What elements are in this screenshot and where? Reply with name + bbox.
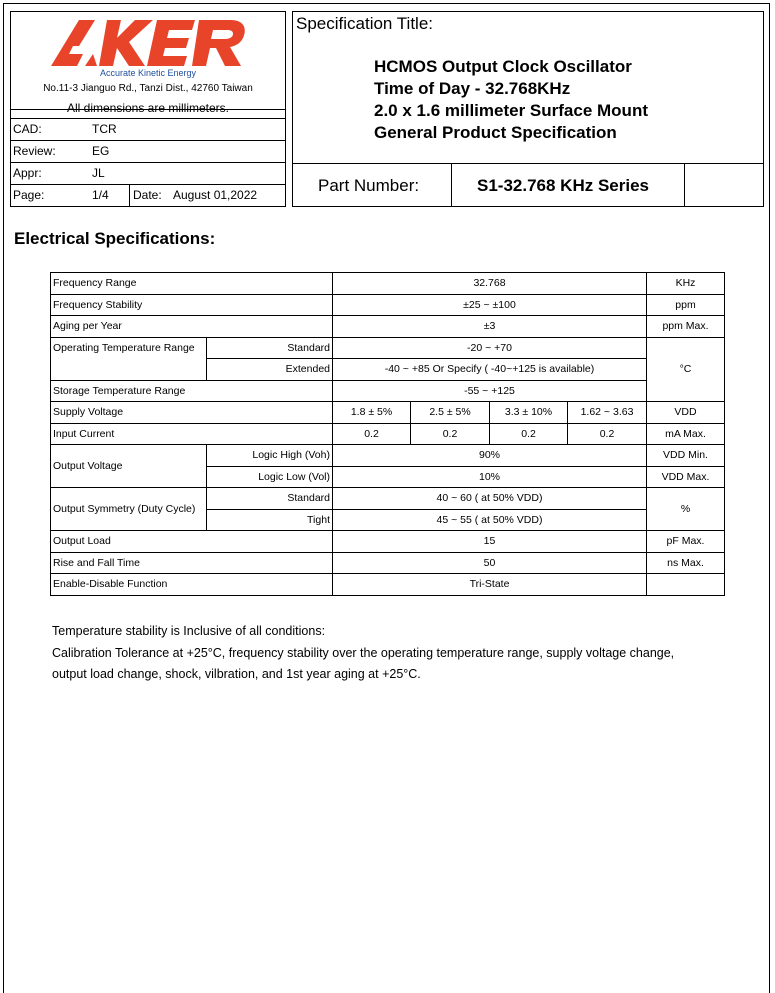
divider: [684, 164, 685, 207]
row-value: ±25 ~ ±100: [333, 294, 647, 316]
row-unit: pF Max.: [647, 531, 725, 553]
date-value: August 01,2022: [173, 188, 258, 202]
sub-label: Tight: [207, 509, 333, 531]
row-label: Operating Temperature Range: [51, 337, 207, 380]
row-unit: ppm: [647, 294, 725, 316]
row-value: Tri-State: [333, 574, 647, 596]
spec-title-line: Time of Day - 32.768KHz: [374, 79, 571, 98]
spec-title-label: Specification Title:: [296, 14, 434, 33]
row-value: -20 ~ +70: [333, 337, 647, 359]
logo-area: [11, 12, 285, 110]
row-label: Storage Temperature Range: [51, 380, 333, 402]
note-line: output load change, shock, vilbration, and 1st year aging at +25°C.: [52, 667, 421, 681]
brand-tagline: Accurate Kinetic Energy: [99, 68, 197, 78]
table-row: [51, 574, 725, 596]
row-value: 0.2: [490, 423, 568, 445]
page-label: Page:: [13, 188, 45, 202]
sub-label: Standard: [207, 337, 333, 359]
page-value: 1/4: [92, 188, 109, 202]
cad-label: CAD:: [13, 122, 42, 136]
review-label: Review:: [13, 144, 56, 158]
row-value: 0.2: [333, 423, 411, 445]
table-row: [51, 552, 725, 574]
row-value: 1.62 ~ 3.63: [568, 402, 647, 424]
spec-title-line: HCMOS Output Clock Oscillator: [374, 57, 632, 76]
cad-value: TCR: [92, 122, 117, 136]
row-label: Output Voltage: [51, 445, 207, 488]
row-label: Enable-Disable Function: [51, 574, 333, 596]
header-info-block: [10, 11, 286, 207]
table-row: [51, 488, 725, 510]
row-unit: VDD Max.: [647, 466, 725, 488]
row-value: 50: [333, 552, 647, 574]
table-row: [51, 337, 725, 359]
row-unit: ns Max.: [647, 552, 725, 574]
row-value: 10%: [333, 466, 647, 488]
sub-label: Logic Low (Vol): [207, 466, 333, 488]
appr-row: [11, 163, 285, 185]
table-row: [51, 402, 725, 424]
table-row: [51, 531, 725, 553]
row-unit: KHz: [647, 273, 725, 295]
row-value: 15: [333, 531, 647, 553]
sub-label: Standard: [207, 488, 333, 510]
row-unit: VDD Min.: [647, 445, 725, 467]
row-unit: [647, 574, 725, 596]
aker-logo: [49, 16, 247, 68]
note-line: Calibration Tolerance at +25°C, frequency stability over the operating temperature range, supply voltage change,: [52, 645, 675, 660]
appr-label: Appr:: [13, 166, 42, 180]
table-row: [51, 273, 725, 295]
row-value: 0.2: [568, 423, 647, 445]
row-unit: °C: [647, 337, 725, 402]
sub-label: Logic High (Voh): [207, 445, 333, 467]
row-value: 40 ~ 60 ( at 50% VDD): [333, 488, 647, 510]
electrical-spec-table: [50, 272, 725, 596]
date-label: Date:: [129, 185, 162, 206]
row-label: Frequency Range: [51, 273, 333, 295]
row-value: 90%: [333, 445, 647, 467]
sub-label: Extended: [207, 359, 333, 381]
table-row: [51, 445, 725, 467]
row-label: Supply Voltage: [51, 402, 333, 424]
row-label: Rise and Fall Time: [51, 552, 333, 574]
part-number-label: Part Number:: [318, 176, 420, 195]
part-number-row: [293, 163, 763, 207]
row-label: Output Symmetry (Duty Cycle): [51, 488, 207, 531]
table-row: [51, 423, 725, 445]
row-value: 3.3 ± 10%: [490, 402, 568, 424]
table-row: [51, 380, 725, 402]
dimensions-note: All dimensions are millimeters.: [11, 99, 285, 119]
note-line: Temperature stability is Inclusive of all conditions:: [52, 624, 326, 638]
row-value: -55 ~ +125: [333, 380, 647, 402]
row-unit: ppm Max.: [647, 316, 725, 338]
row-unit: mA Max.: [647, 423, 725, 445]
section-title: Electrical Specifications:: [14, 229, 216, 248]
row-value: ±3: [333, 316, 647, 338]
row-label: Aging per Year: [51, 316, 333, 338]
table-row: [51, 294, 725, 316]
spec-title-line: 2.0 x 1.6 millimeter Surface Mount: [374, 101, 648, 120]
part-number-value: S1-32.768 KHz Series: [477, 176, 649, 195]
row-value: 32.768: [333, 273, 647, 295]
spec-title-block: [292, 11, 764, 207]
row-unit: %: [647, 488, 725, 531]
row-unit: VDD: [647, 402, 725, 424]
divider: [451, 164, 452, 207]
row-value: 45 ~ 55 ( at 50% VDD): [333, 509, 647, 531]
spec-title-line: General Product Specification: [374, 123, 617, 142]
appr-value: JL: [92, 166, 105, 180]
row-value: 2.5 ± 5%: [411, 402, 490, 424]
row-value: 1.8 ± 5%: [333, 402, 411, 424]
row-label: Input Current: [51, 423, 333, 445]
page-row: [11, 185, 285, 206]
review-value: EG: [92, 144, 110, 158]
review-row: [11, 141, 285, 163]
cad-row: [11, 119, 285, 141]
company-address: No.11-3 Jianguo Rd., Tanzi Dist., 42760 Taiwan: [43, 83, 253, 94]
table-row: [51, 316, 725, 338]
row-label: Output Load: [51, 531, 333, 553]
spec-title-lines: [374, 56, 648, 144]
row-value: 0.2: [411, 423, 490, 445]
row-value: -40 ~ +85 Or Specify ( -40~+125 is available): [333, 359, 647, 381]
row-label: Frequency Stability: [51, 294, 333, 316]
notes: [52, 621, 674, 686]
